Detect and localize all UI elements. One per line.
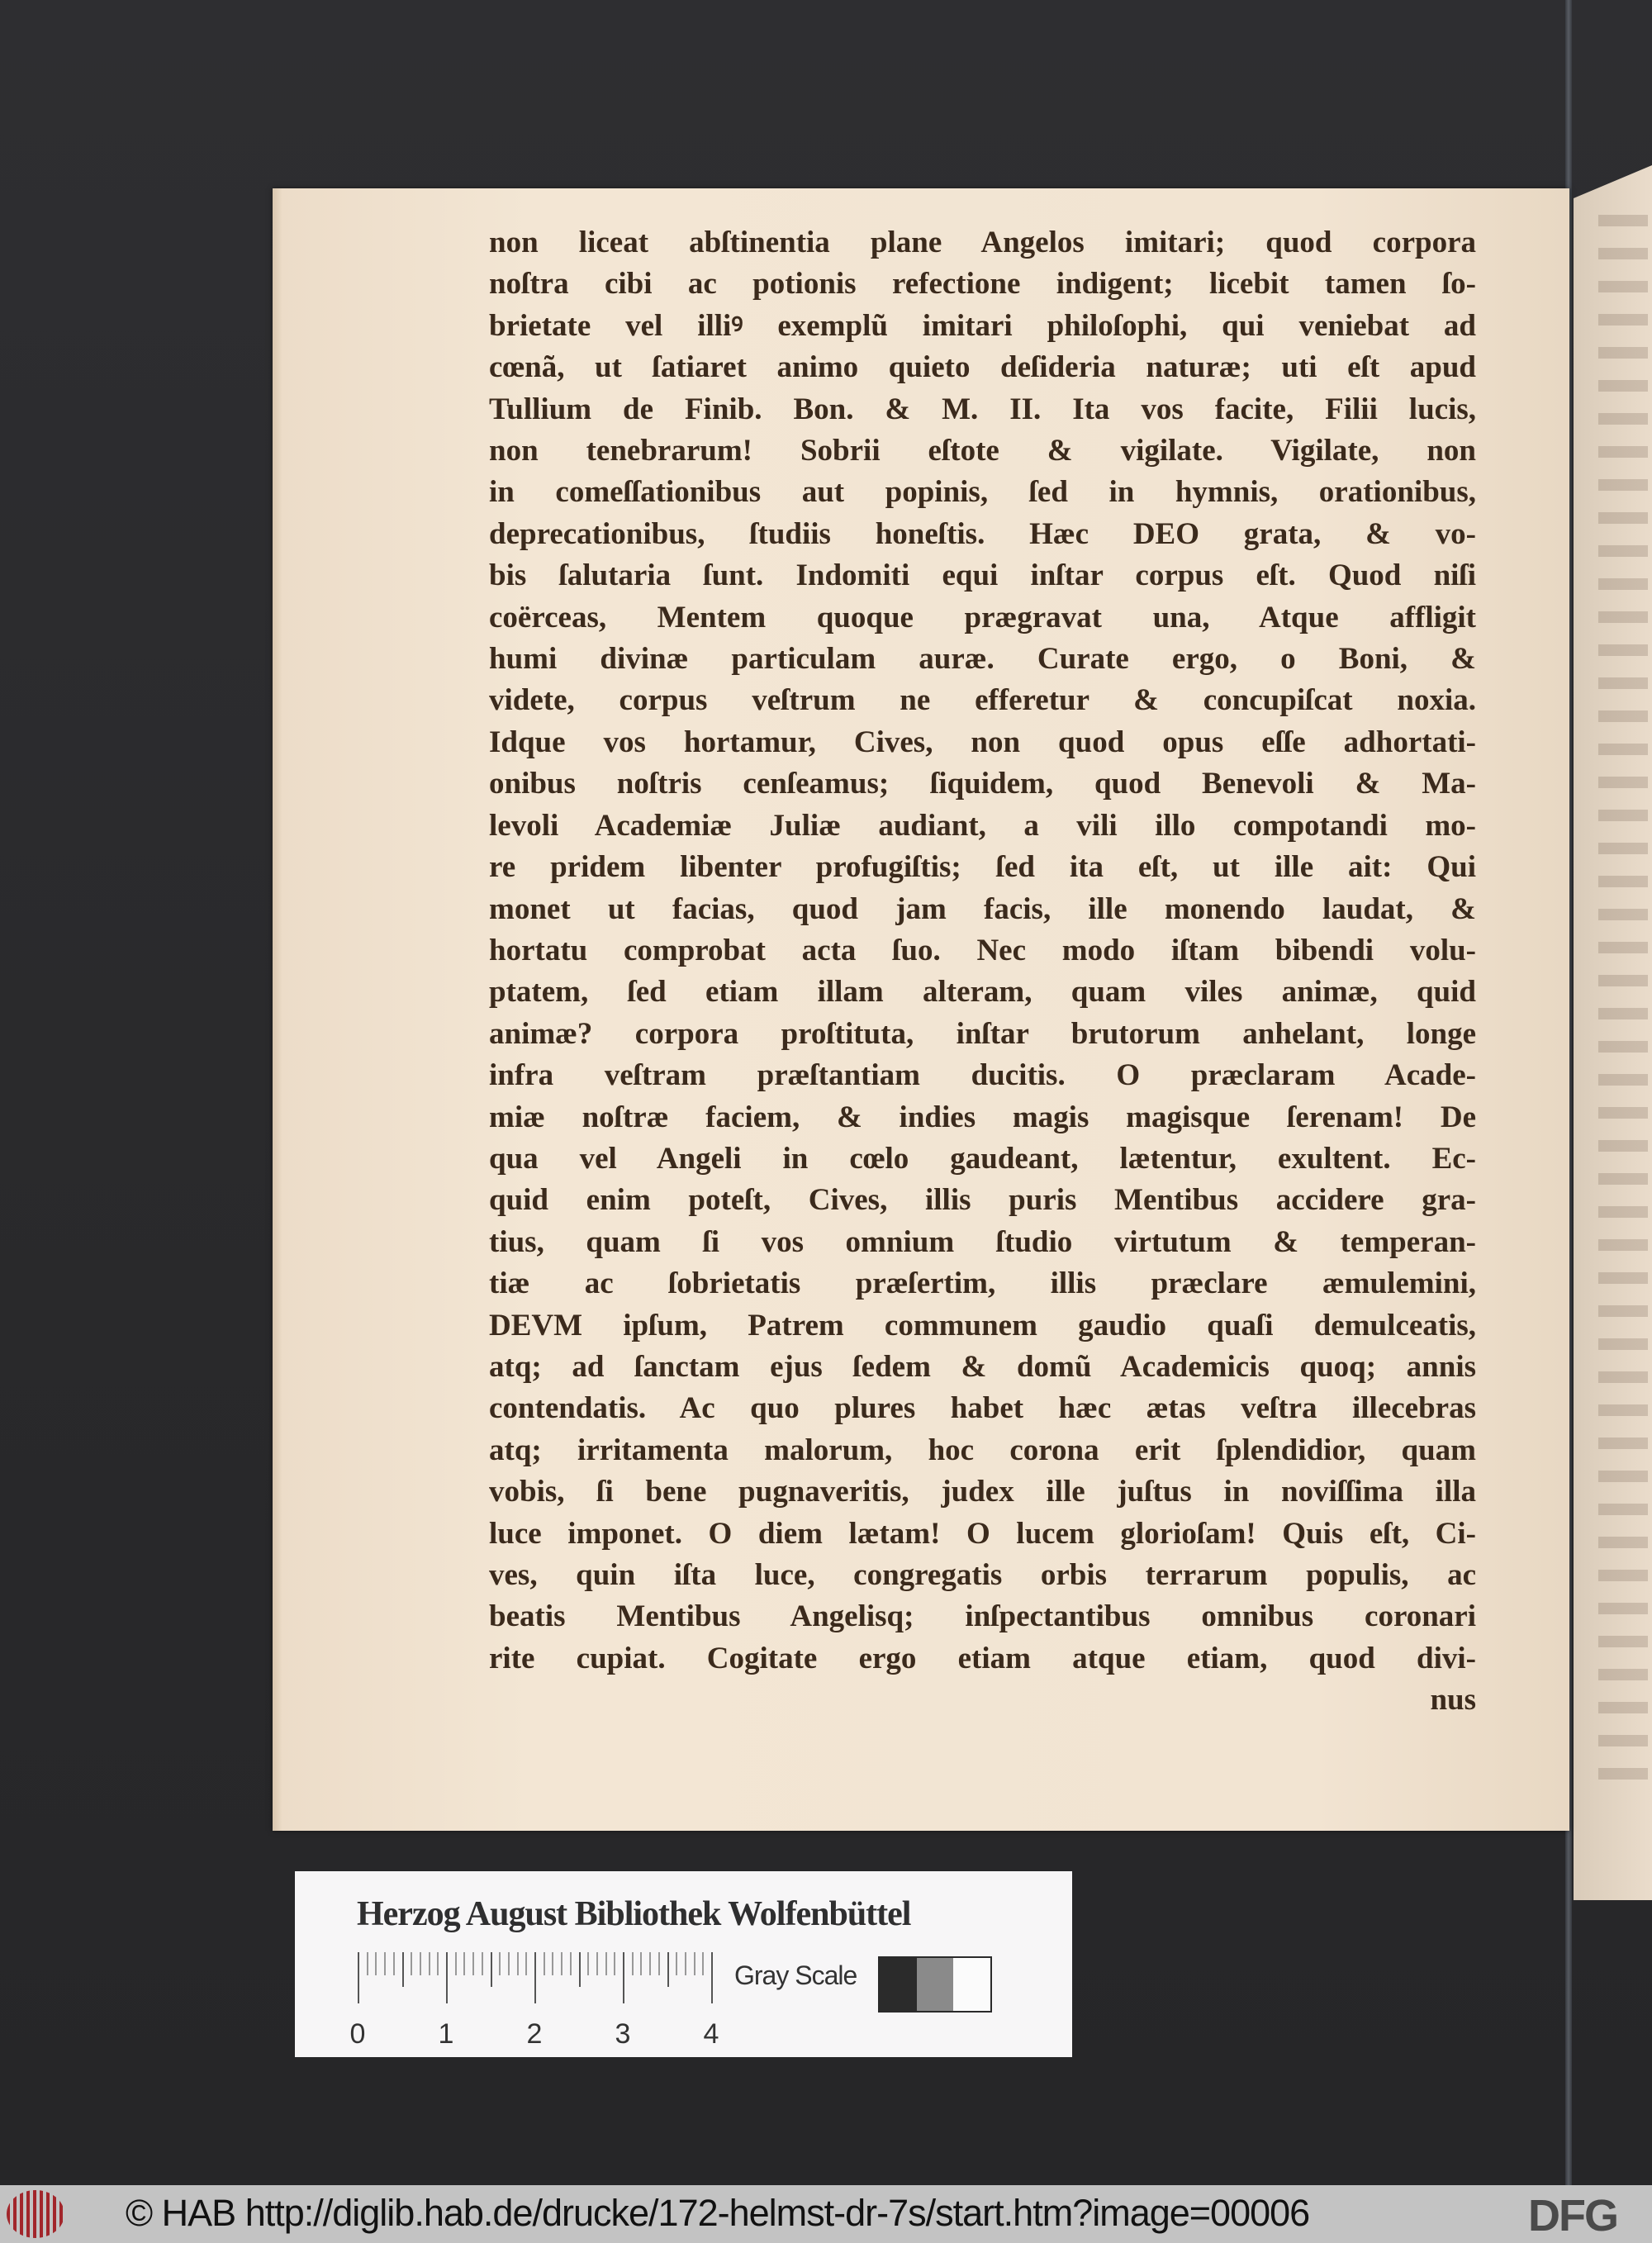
ruler-tick [402, 1952, 404, 1987]
text-line: bis ſalutaria ſunt. Indomiti equi inſtar corpus eſt. Quod niſi [489, 558, 1476, 593]
ruler-scale [349, 1952, 719, 2050]
catchword: nus [1430, 1683, 1476, 1718]
ruler-label: 4 [703, 2018, 719, 2050]
text-line: vobis, ſi bene pugnaveritis, judex ille juſtus in noviſſima illa [489, 1475, 1476, 1509]
ruler-tick [570, 1952, 572, 1975]
ruler-tick [649, 1952, 651, 1975]
ruler-tick [694, 1952, 695, 1975]
page-edge-shadow [273, 188, 282, 1831]
text-line: brietate vel illiꝰ exemplũ imitari philoſophi, qui veniebat ad [489, 308, 1476, 343]
footer-bar [0, 2185, 1652, 2243]
ruler-tick [711, 1952, 713, 2003]
text-line: contendatis. Ac quo plures habet hæc ætas veſtra illecebras [489, 1391, 1476, 1426]
text-line: non liceat abſtinentia plane Angelos imitari; quod corpora [489, 226, 1476, 259]
text-line: tiæ ac ſobrietatis præſertim, illis præclare æmulemini, [489, 1266, 1476, 1301]
ruler-tick [499, 1952, 501, 1975]
ruler-tick [437, 1952, 439, 1975]
ruler-tick [358, 1952, 359, 2003]
ruler-tick [685, 1952, 686, 1975]
text-line: videte, corpus veſtrum ne efferetur & concupiſcat noxia. [489, 683, 1476, 718]
ruler-tick [579, 1952, 581, 1987]
text-line: beatis Mentibus Angelisq; inſpectantibus omnibus coronari [489, 1599, 1476, 1634]
hab-logo-icon [7, 2190, 64, 2238]
text-line: deprecationibus, ſtudiis honeſtis. Hæc DEO grata, & vo- [489, 516, 1476, 551]
text-line: noſtra cibi ac potionis refectione indigent; licebit tamen ſo- [489, 267, 1476, 302]
text-line: rite cupiat. Cogitate ergo etiam atque etiam, quod divi- [489, 1641, 1476, 1675]
ruler-tick [463, 1952, 465, 1975]
ruler-tick [491, 1952, 492, 1987]
text-line: non tenebrarum! Sobrii eſtote & vigilate. Vigilate, non [489, 434, 1476, 468]
ruler-label: 3 [615, 2018, 631, 2050]
ruler-tick [367, 1952, 368, 1975]
gray-swatch [953, 1958, 990, 2011]
text-line: luce imponet. O diem lætam! O lucem glorioſam! Quis eſt, Ci- [489, 1516, 1476, 1551]
ruler-tick [702, 1952, 704, 1975]
book-page [273, 188, 1569, 1831]
text-line: atq; ad ſanctam ejus ſedem & domũ Academicis quoq; annis [489, 1349, 1476, 1384]
ruler-tick [614, 1952, 615, 1975]
text-line: hortatu comprobat acta ſuo. Nec modo iſtam bibendi volu- [489, 933, 1476, 967]
text-line: quid enim poteſt, Cives, illis puris Mentibus accidere gra- [489, 1183, 1476, 1218]
ruler-label: 1 [438, 2018, 454, 2050]
text-line: ves, quin iſta luce, congregatis orbis terrarum populis, ac [489, 1558, 1476, 1592]
ruler-tick [632, 1952, 634, 1975]
ruler-tick [482, 1952, 483, 1975]
text-line: infra veſtram præſtantiam ducitis. O præclaram Acade- [489, 1058, 1476, 1093]
page-text-block [489, 222, 1476, 1722]
ruler-tick [561, 1952, 563, 1975]
ruler-tick [544, 1952, 545, 1975]
text-line: in comeſſationibus aut popinis, ſed in hymnis, orationibus, [489, 475, 1476, 510]
ruler-tick [375, 1952, 377, 1975]
ruler-tick [667, 1952, 669, 1987]
ruler-tick [429, 1952, 430, 1975]
ruler-tick [596, 1952, 598, 1975]
ruler-tick [623, 1952, 624, 2003]
ruler-tick [676, 1952, 677, 1975]
copyright-url[interactable]: © HAB http://diglib.hab.de/drucke/172-helmst-dr-7s/start.htm?image=00006 [126, 2192, 1310, 2234]
text-line: DEVM ipſum, Patrem communem gaudio quaſi demulceatis, [489, 1308, 1476, 1342]
text-line: animæ? corpora proſtituta, inſtar brutorum anhelant, longe [489, 1016, 1476, 1051]
text-line: ptatem, ſed etiam illam alteram, quam viles animæ, quid [489, 975, 1476, 1010]
text-line: re pridem libenter profugiſtis; ſed ita eſt, ut ille ait: Qui [489, 850, 1476, 885]
ruler-tick [525, 1952, 527, 1975]
text-line: coërceas, Mentem quoque prægravat una, Atque affligit [489, 600, 1476, 634]
text-line: Idque vos hortamur, Cives, non quod opus eſſe adhortati- [489, 725, 1476, 759]
text-line: tius, quam ſi vos omnium ſtudio virtutum & temperan- [489, 1224, 1476, 1259]
ruler-tick [552, 1952, 553, 1975]
text-line: miæ noſtræ faciem, & indies magis magisque ſerenam! De [489, 1100, 1476, 1134]
ruler-tick [384, 1952, 386, 1975]
ruler-tick [534, 1952, 536, 2003]
text-line: atq; irritamenta malorum, hoc corona erit ſplendidior, quam [489, 1433, 1476, 1467]
text-line: humi divinæ particulam auræ. Curate ergo, o Boni, & [489, 642, 1476, 677]
facing-page-text-bleed [1598, 215, 1648, 1784]
text-line: monet ut facias, quod jam facis, ille monendo laudat, & [489, 891, 1476, 926]
ruler-tick [393, 1952, 395, 1975]
card-title: Herzog August Bibliothek Wolfenbüttel [357, 1895, 911, 1933]
calibration-card [295, 1871, 1072, 2057]
ruler-tick [455, 1952, 457, 1975]
text-line: Tullium de Finib. Bon. & M. II. Ita vos facite, Filii lucis, [489, 392, 1476, 426]
ruler-tick [517, 1952, 519, 1975]
ruler-tick [587, 1952, 589, 1975]
ruler-tick [640, 1952, 642, 1975]
ruler-tick [420, 1952, 421, 1975]
ruler-tick [472, 1952, 474, 1975]
ruler-tick [446, 1952, 448, 2003]
ruler-tick [605, 1952, 607, 1975]
gray-swatch [880, 1958, 917, 2011]
ruler-label: 0 [349, 2018, 366, 2050]
text-line: cœnã, ut ſatiaret animo quieto deſideria naturæ; uti eſt apud [489, 350, 1476, 385]
facing-page-edge [1574, 165, 1652, 1900]
dfg-logo: DFG [1528, 2191, 1617, 2241]
text-line: onibus noſtris cenſeamus; ſiquidem, quod Benevoli & Ma- [489, 767, 1476, 801]
ruler-label: 2 [526, 2018, 543, 2050]
ruler-tick [508, 1952, 510, 1975]
ruler-tick [658, 1952, 660, 1975]
gray-scale-patch [878, 1956, 992, 2013]
text-line: levoli Academiæ Juliæ audiant, a vili illo compotandi mo- [489, 808, 1476, 843]
text-line: qua vel Angeli in cœlo gaudeant, lætentur, exultent. Ec- [489, 1141, 1476, 1176]
gray-scale-label: Gray Scale [734, 1960, 857, 1990]
ruler-tick [411, 1952, 412, 1975]
gray-swatch [917, 1958, 954, 2011]
